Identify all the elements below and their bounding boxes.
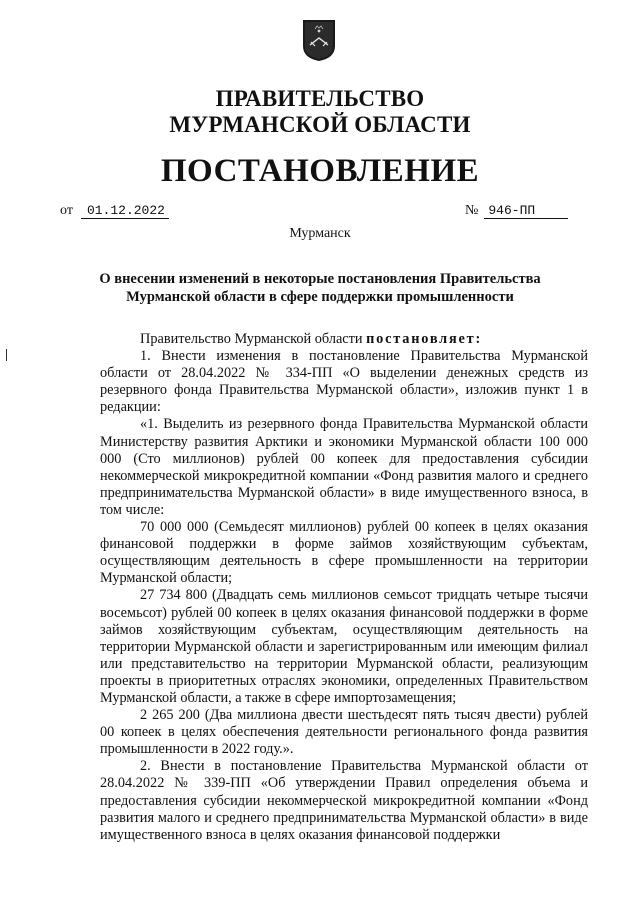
paragraph-4: 27 734 800 (Двадцать семь миллионов семьсот тридцать четыре тысячи восемьсот) рублей 00 копеек в целях оказания финансовой поддержки в форме займов хозяйствующим субъектам, осуществляющим деятельность на территории Мурманской области и зарегистрированным или имеющим филиал или представительство на территории Мурманской области, реализующим проекты в приоритетных отраслях экономики, определенных Правительством Мурманской области, а также в сфере импортозамещения; [100, 587, 588, 706]
document-date: 01.12.2022 [81, 203, 169, 219]
intro-verb: постановляет: [366, 331, 483, 347]
coat-of-arms-icon [301, 18, 337, 62]
number-block [465, 203, 568, 219]
document-subject [80, 270, 560, 306]
margin-mark [6, 349, 7, 361]
paragraph-3: 70 000 000 (Семьдесят миллионов) рублей 00 копеек в целях оказания финансовой поддержки в форме займов хозяйствующим субъектам, осуществляющим деятельность в сфере промышленности на территории Мурманской области; [100, 519, 588, 587]
number-prefix: № [465, 203, 479, 218]
paragraph-6: 2. Внести в постановление Правительства Мурманской области от 28.04.2022 № 339-ПП «Об утверждении Правил определения объема и предоставления субсидии некоммерческой микрокредитной компании «Фонд развития малого и среднего предпринимательства Мурманской области» в виде имущественного взноса в целях оказания финансовой поддержки [100, 758, 588, 843]
meta-row [0, 203, 640, 223]
paragraph-1: 1. Внести изменения в постановление Правительства Мурманской области от 28.04.2022 № 334-ПП «О выделении денежных средств из резервного фонда Правительства Мурманской области», изложив пункт 1 в редакции: [100, 348, 588, 416]
document-number: 946-ПП [484, 203, 568, 219]
paragraph-2: «1. Выделить из резервного фонда Правительства Мурманской области Министерству развития Арктики и экономики Мурманской области 100 000 000 (Сто миллионов) рублей 00 копеек для предоставления субсидии некоммерческой микрокредитной компании «Фонд развития малого и среднего предпринимательства Мурманской области» в виде имущественного взноса, в том числе: [100, 416, 588, 518]
document-body [100, 331, 588, 844]
org-name [0, 86, 640, 138]
city: Мурманск [289, 226, 351, 241]
subject-line1: О внесении изменений в некоторые постановления Правительства [99, 271, 541, 287]
intro-paragraph [100, 331, 588, 348]
org-name-line1: ПРАВИТЕЛЬСТВО [215, 86, 425, 111]
org-name-line2: МУРМАНСКОЙ ОБЛАСТИ [169, 112, 471, 137]
paragraph-5: 2 265 200 (Два миллиона двести шестьдесят пять тысяч двести) рублей 00 копеек в целях обеспечения деятельности регионального фонда развития промышленности в 2022 году.». [100, 707, 588, 758]
intro-text: Правительство Мурманской области [140, 331, 367, 347]
date-prefix: от [60, 203, 73, 218]
date-block [60, 203, 169, 219]
subject-line2: Мурманской области в сфере поддержки промышленности [126, 289, 514, 305]
document-type: ПОСТАНОВЛЕНИЕ [160, 153, 480, 189]
